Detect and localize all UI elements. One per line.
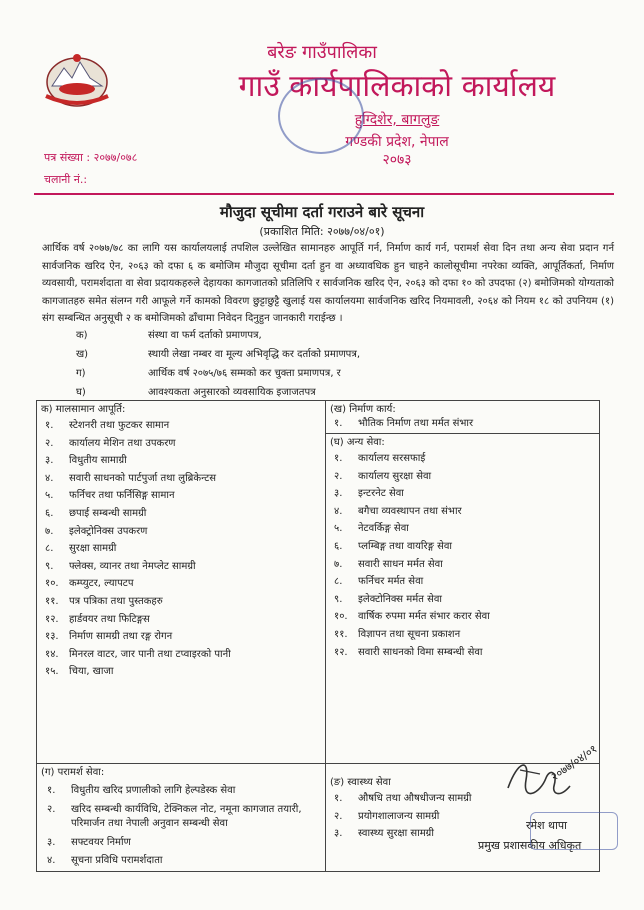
office-address: हुग्दिशेर, बागलुङ	[354, 112, 440, 128]
list-item: २. कार्यालय मेशिन तथा उपकरण	[45, 437, 176, 449]
notice-body: आर्थिक वर्ष २०७७/७८ का लागि यस कार्यालयलाई तपशिल उल्लेखित सामानहरु आपूर्ति गर्न, निर्माण कार्य गर्न, परामर्श सेवा दिन तथा अन्य सेवा प्रदान गर्न सार्वजनिक खरिद ऐन, २०६३ को दफा ६ क बमोजिम मौजुदा सूचीमा दर्ता हुन वा अध्यावधिक हुन चाहने कालोसूचीमा नपरेका व्यक्ति, आपूर्तिकर्ता, निर्माण व्यवसायी, परामर्शदाता वा सेवा प्रदायकहरुले देहायका कागजातको प्रतिलिपि र सार्वजनिक खरिद ऐन, २०६३ को दफा १० को उपदफा (२) बमोजिमको योग्यताको कागजातहरु समेत संलग्न गरी आफूले गर्ने कामको विवरण छुट्टाछुट्टै खुलाई यस कार्यालयमा सार्वजनिक खरिद नियमावली, २०६४ को नियम १८ को उपनियम (१) संग सम्बन्धित अनुसूची २ क बमोजिमको ढाँचामा निवेदन दिनुहुन जानकारी गराईन्छ ।	[42, 243, 614, 324]
list-item: ७. सवारी साधन मर्मत सेवा	[334, 558, 443, 570]
list-item: ७. इलेक्ट्रोनिक्स उपकरण	[45, 525, 148, 537]
list-item: ६. छपाई सम्बन्धी सामग्री	[45, 507, 147, 519]
province-country: गण्डकी प्रदेश, नेपाल	[345, 134, 449, 150]
municipality-name: बरेङ गाउँपालिका	[267, 42, 377, 63]
consulting-heading: (ग) परामर्श सेवा:	[41, 767, 105, 778]
list-item: ३. इन्टरनेट सेवा	[334, 488, 404, 500]
list-item: १३. निर्माण सामग्री तथा रङ्ग रोगन	[45, 631, 173, 643]
list-item: ४. सूचना प्रविधि परामर्शदाता	[47, 855, 163, 866]
list-item: ३. सफ्टवयर निर्माण	[47, 836, 131, 848]
established-year: २०७३	[382, 152, 412, 168]
list-item: १०. वार्षिक रुपमा मर्मत संभार करार सेवा	[334, 611, 490, 623]
list-item: १. स्टेशनरी तथा फुटकर सामान	[45, 420, 170, 431]
list-item: ५. फर्निचर तथा फर्निसिङ्ग सामान	[45, 490, 175, 502]
signatory-designation: प्रमुख प्रशासकीय अधिकृत	[478, 839, 582, 852]
list-item: ३. स्वास्थ्य सुरक्षा सामग्री	[334, 828, 434, 840]
list-item: २. कार्यालय सुरक्षा सेवा	[334, 470, 432, 482]
condition-item: घ) आवश्यकता अनुसारको व्यवसायिक इजाजतपत्र	[76, 387, 316, 398]
notice-title: मौजुदा सूचीमा दर्ता गराउने बारे सूचना	[219, 203, 425, 221]
list-item: १५. चिया, खाजा	[45, 666, 114, 678]
list-item: २. प्रयोगशालाजन्य सामग्री	[334, 810, 440, 822]
list-item: ११. पत्र पत्रिका तथा पुस्तकहरु	[45, 595, 163, 607]
list-item: ३. विधुतीय सामाग्री	[45, 455, 127, 467]
condition-item: ख) स्थायी लेखा नम्बर वा मूल्य अभिवृद्धि कर दर्ताको प्रमाणपत्र,	[76, 349, 361, 360]
signature-date: २०७७/०४/०१	[548, 742, 600, 784]
list-item: २. खरिद सम्बन्धी कार्यविधि, टेक्निकल नोट, नमूना कागजात तयारी, परिमार्जन तथा नेपाली अनुवान सम्बन्धी सेवा	[47, 803, 302, 829]
construction-heading: (ख) निर्माण कार्य:	[330, 404, 396, 415]
other-services-heading: (घ) अन्य सेवा:	[330, 437, 385, 448]
list-item: १२. हार्डवयर तथा फिटिङ्गस	[45, 613, 150, 625]
list-item: १२. सवारी साधनको विमा सम्बन्धी सेवा	[334, 646, 483, 658]
list-item: ६. प्लम्बिङ्ग तथा वायरिङ्ग सेवा	[334, 540, 453, 552]
list-item: १४. मिनरल वाटर, जार पानी तथा टप्वाइरको पानी	[45, 648, 231, 660]
letter-number: पत्र संख्या : २०७७/०७८	[44, 151, 138, 164]
list-item: १. औषधि तथा औषधीजन्य सामग्री	[334, 793, 472, 804]
list-item: १. विधुतीय खरिद प्रणालीको लागि हेल्पडेस्क सेवा	[47, 785, 236, 796]
condition-item: ग) आर्थिक वर्ष २०७५/७६ सम्मको कर चुक्ता प्रमाणपत्र, र	[76, 368, 341, 379]
list-item: ११. विज्ञापन तथा सूचना प्रकाशन	[334, 628, 461, 640]
name-stamp	[530, 812, 618, 850]
list-item: ८. सुरक्षा सामग्री	[45, 543, 117, 555]
list-item: ४. बगैचा व्यवस्थापन तथा संभार	[334, 505, 462, 517]
office-title: गाउँ कार्यपालिकाको कार्यालय	[238, 69, 556, 104]
list-item: ८. फर्निचर मर्मत सेवा	[334, 576, 424, 588]
supplies-cell	[37, 401, 326, 764]
construction-cell	[326, 401, 600, 434]
published-date: (प्रकाशित मिति: २०७७/०४/०१)	[259, 225, 385, 238]
list-item: ४. सवारी साधनको पार्टपुर्जा तथा लुब्रिकेन्टस	[45, 472, 217, 484]
office-stamp	[278, 78, 364, 154]
list-item: १. कार्यालय सरसफाई	[334, 453, 426, 464]
health-heading: (ङ) स्वास्थ्य सेवा	[330, 777, 391, 788]
supplies-heading: क) मालसामान आपूर्ति:	[41, 404, 126, 415]
other-services-cell	[326, 434, 600, 764]
list-item: ९. फ्लेक्स, व्यानर तथा नेमप्लेट सामग्री	[45, 560, 196, 572]
signatory-name: रमेश थापा	[526, 819, 568, 832]
list-item: १. भौतिक निर्माण तथा मर्मत संभार	[334, 418, 474, 429]
condition-item: क) संस्था वा फर्म दर्ताको प्रमाणपत्र,	[76, 330, 262, 341]
list-item: ५. नेटवर्किङ्ग सेवा	[334, 523, 409, 535]
list-item: ९. इलेक्टोनिक्स मर्मत सेवा	[334, 593, 442, 605]
dispatch-number: चलानी नं.:	[44, 173, 88, 186]
consulting-cell	[37, 764, 326, 872]
list-item: १०. कम्प्युटर, ल्यापटप	[45, 578, 134, 590]
header-divider	[34, 193, 614, 195]
